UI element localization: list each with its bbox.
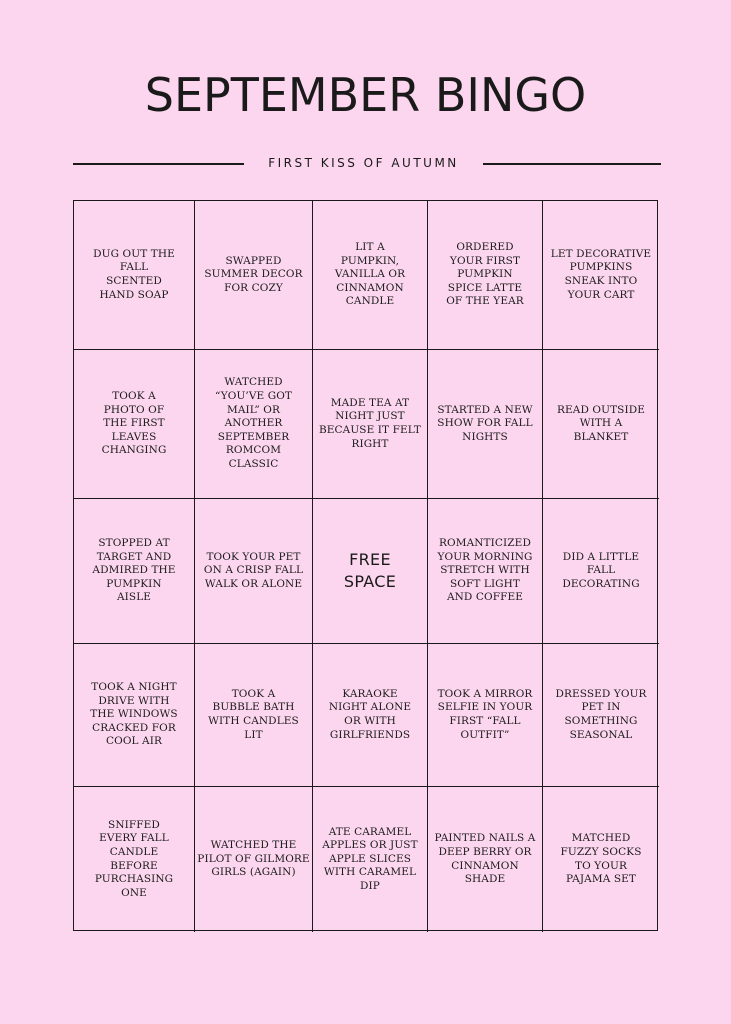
- bingo-cell[interactable]: [313, 787, 428, 932]
- bingo-cell[interactable]: [428, 499, 543, 644]
- bingo-cell-text: WATCHED “YOU’VE GOT MAIL” OR ANOTHER SEPTEMBER ROMCOM CLASSIC: [214, 376, 293, 470]
- bingo-cell-text: MADE TEA AT NIGHT JUST BECAUSE IT FELT RIGHT: [318, 396, 422, 450]
- bingo-cell[interactable]: [74, 350, 195, 499]
- bingo-cell-text: ROMANTICIZED YOUR MORNING STRETCH WITH SOFT LIGHT AND COFFEE: [437, 537, 533, 604]
- bingo-cell[interactable]: [543, 787, 659, 932]
- bingo-cell[interactable]: [74, 499, 195, 644]
- free-space-text: FREE SPACE: [343, 550, 397, 591]
- bingo-cell-text: TOOK A PHOTO OF THE FIRST LEAVES CHANGING: [101, 390, 167, 457]
- bingo-cell[interactable]: [313, 350, 428, 499]
- bingo-cell-text: READ OUTSIDE WITH A BLANKET: [557, 403, 645, 443]
- bingo-cell[interactable]: [428, 787, 543, 932]
- bingo-cell[interactable]: [195, 499, 313, 644]
- bingo-cell-text: STARTED A NEW SHOW FOR FALL NIGHTS: [437, 403, 533, 443]
- bingo-cell[interactable]: [195, 644, 313, 787]
- bingo-cell-text: TOOK A BUBBLE BATH WITH CANDLES LIT: [208, 687, 299, 741]
- bingo-cell[interactable]: [543, 350, 659, 499]
- bingo-cell[interactable]: [313, 644, 428, 787]
- bingo-cell[interactable]: [74, 201, 195, 350]
- bingo-cell-text: TOOK A NIGHT DRIVE WITH THE WINDOWS CRACKED FOR COOL AIR: [90, 681, 178, 748]
- bingo-cell[interactable]: [195, 787, 313, 932]
- bingo-cell-text: TOOK YOUR PET ON A CRISP FALL WALK OR ALONE: [203, 550, 304, 590]
- bingo-cell-text: LIT A PUMPKIN, VANILLA OR CINNAMON CANDLE: [334, 241, 406, 308]
- bingo-cell-text: DRESSED YOUR PET IN SOMETHING SEASONAL: [555, 687, 647, 741]
- bingo-cell-text: DID A LITTLE FALL DECORATING: [562, 550, 640, 590]
- bingo-cell[interactable]: [195, 350, 313, 499]
- bingo-board: [73, 200, 658, 931]
- bingo-cell-text: TOOK A MIRROR SELFIE IN YOUR FIRST “FALL OUTFIT”: [437, 687, 533, 741]
- bingo-cell-text: WATCHED THE PILOT OF GILMORE GIRLS (AGAIN): [197, 839, 310, 879]
- bingo-cell-text: STOPPED AT TARGET AND ADMIRED THE PUMPKIN AISLE: [92, 537, 176, 604]
- bingo-cell-text: ATE CARAMEL APPLES OR JUST APPLE SLICES WITH CARAMEL DIP: [322, 825, 418, 892]
- bingo-cell-text: DUG OUT THE FALL SCENTED HAND SOAP: [93, 247, 175, 301]
- bingo-cell[interactable]: [313, 201, 428, 350]
- subtitle: FIRST KISS OF AUTUMN: [268, 156, 459, 170]
- bingo-cell-text: SNIFFED EVERY FALL CANDLE BEFORE PURCHASING ONE: [94, 818, 174, 899]
- bingo-cell[interactable]: [428, 201, 543, 350]
- bingo-cell[interactable]: [74, 787, 195, 932]
- bingo-cell[interactable]: [543, 201, 659, 350]
- bingo-cell-text: ORDERED YOUR FIRST PUMPKIN SPICE LATTE OF THE YEAR: [446, 241, 524, 308]
- page-title: SEPTEMBER BINGO: [144, 68, 587, 122]
- right-divider: [483, 163, 661, 165]
- bingo-cell[interactable]: [74, 644, 195, 787]
- left-divider: [73, 163, 244, 165]
- bingo-cell[interactable]: [428, 350, 543, 499]
- bingo-cell-text: LET DECORATIVE PUMPKINS SNEAK INTO YOUR CART: [550, 247, 652, 301]
- bingo-cell-text: PAINTED NAILS A DEEP BERRY OR CINNAMON SHADE: [434, 832, 536, 886]
- bingo-cell[interactable]: [195, 201, 313, 350]
- bingo-cell[interactable]: [543, 644, 659, 787]
- bingo-cell-text: KARAOKE NIGHT ALONE OR WITH GIRLFRIENDS: [328, 687, 412, 741]
- bingo-cell[interactable]: [428, 644, 543, 787]
- bingo-cell[interactable]: [543, 499, 659, 644]
- free-space-cell[interactable]: [313, 499, 428, 644]
- bingo-cell-text: MATCHED FUZZY SOCKS TO YOUR PAJAMA SET: [560, 832, 642, 886]
- bingo-cell-text: SWAPPED SUMMER DECOR FOR COZY: [204, 254, 303, 294]
